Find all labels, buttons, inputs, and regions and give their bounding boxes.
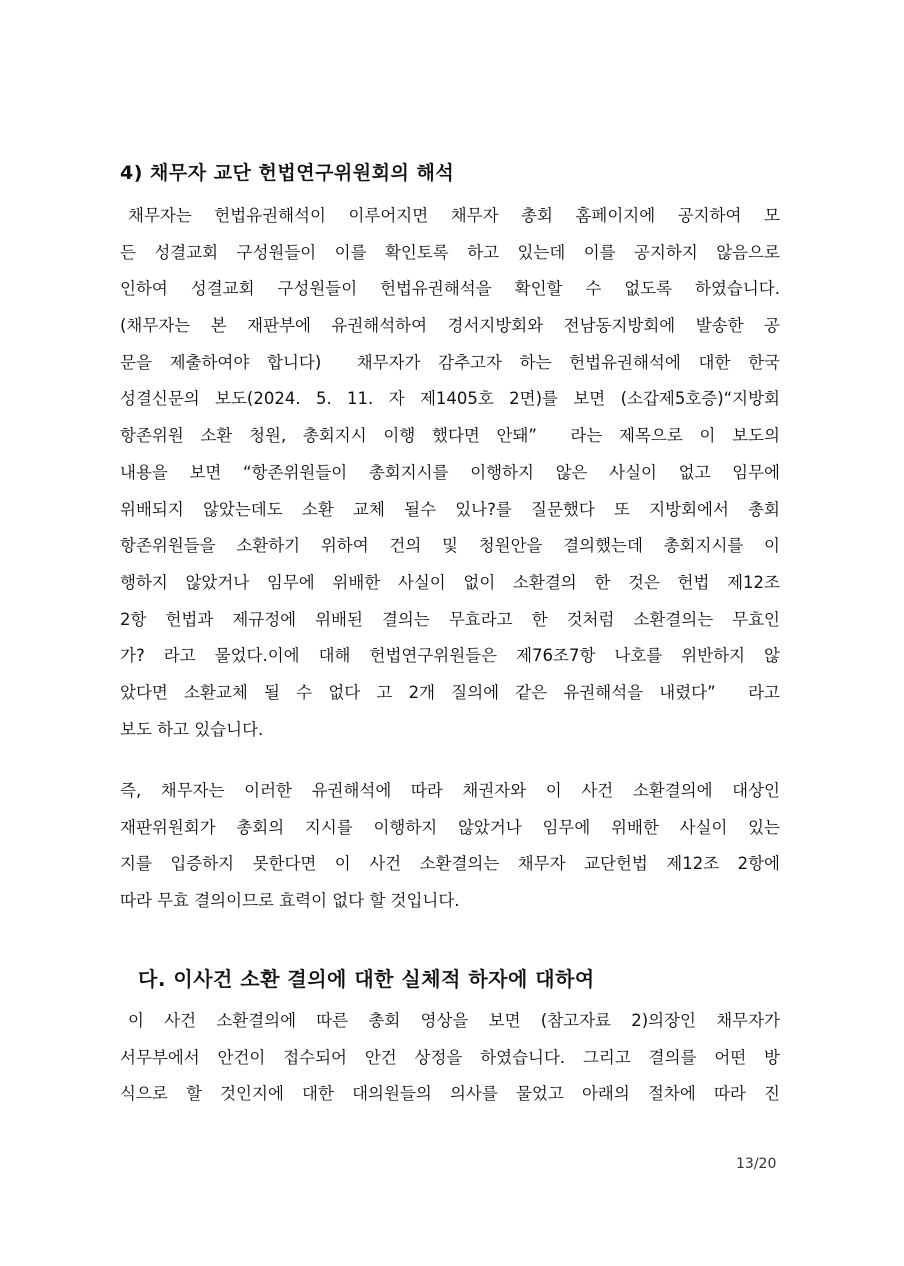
body-line: 서무부에서 안건이 접수되어 안건 상정을 하였습니다. 그리고 결의를 어떤 방 <box>120 1047 780 1067</box>
conclusion-line: 재판위원회가 총회의 지시를 이행하지 않았거나 임무에 위배한 사실이 있는 <box>120 817 780 837</box>
section-da-heading: 다. 이사건 소환 결의에 대한 실체적 하자에 대하여 <box>138 967 595 991</box>
body-line: 항존위원들을 소환하기 위하여 건의 및 청원안을 결의했는데 총회지시를 이 <box>120 536 780 556</box>
conclusion-line: 즉, 채무자는 이러한 유권해석에 따라 채권자와 이 사건 소환결의에 대상인 <box>120 781 780 800</box>
body-line: 항존위원 소환 청원, 총회지시 이행 했다면 안돼” 라는 제목으로 이 보도의 <box>120 426 780 446</box>
body-line: 문을 제출하여야 합니다) 채무자가 감추고자 하는 헌법유권해석에 대한 한국 <box>120 352 781 372</box>
body-line: 이 사건 소환결의에 따른 총회 영상을 보면 (참고자료 2)의장인 채무자가 <box>128 1011 780 1030</box>
body-line: 내용을 보면 “항존위원들이 총회지시를 이행하지 않은 사실이 없고 임무에 <box>120 462 780 482</box>
body-line: (채무자는 본 재판부에 유권해석하여 경서지방회와 전남동지방회에 발송한 공 <box>120 316 780 336</box>
body-line: 든 성결교회 구성원들이 이를 확인토록 하고 있는데 이를 공지하지 않음으로 <box>120 242 780 262</box>
body-line: 2항 헌법과 제규정에 위배된 결의는 무효라고 한 것처럼 소환결의는 무효인 <box>120 609 780 629</box>
body-line: 보도 하고 있습니다. <box>120 719 264 739</box>
body-line: 인하여 성결교회 구성원들이 헌법유권해석을 확인할 수 없도록 하였습니다. <box>120 279 780 299</box>
body-line: 가? 라고 물었다.이에 대해 헌법연구위원들은 제76조7항 나호를 위반하지 않 <box>120 646 780 666</box>
section-4-heading: 4) 채무자 교단 헌법연구위원회의 해석 <box>120 162 455 184</box>
body-line: 채무자는 헌법유권해석이 이루어지면 채무자 총회 홈페이지에 공지하여 모 <box>128 206 780 225</box>
body-line: 성결신문의 보도(2024. 5. 11. 자 제1405호 2면)를 보면 (소갑제5호증)“지방회 <box>120 389 780 409</box>
body-line: 식으로 할 것인지에 대한 대의원들의 의사를 물었고 아래의 절차에 따라 진 <box>120 1084 780 1104</box>
section-4-conclusion <box>120 773 780 920</box>
body-line: 위배되지 않았는데도 소환 교체 될수 있나?를 질문했다 또 지방회에서 총회 <box>120 499 780 519</box>
body-line: 행하지 않았거나 임무에 위배한 사실이 없이 소환결의 한 것은 헌법 제12조 <box>120 572 780 592</box>
conclusion-line: 지를 입증하지 못한다면 이 사건 소환결의는 채무자 교단헌법 제12조 2항에 <box>120 854 780 874</box>
section-da-body <box>120 1003 780 1113</box>
conclusion-line: 따라 무효 결의이므로 효력이 없다 할 것입니다. <box>120 891 460 911</box>
page-number: 13/20 <box>736 1156 777 1172</box>
body-line: 았다면 소환교체 될 수 없다 고 2개 질의에 같은 유권해석을 내렸다” 라고 <box>120 682 780 702</box>
section-4-body <box>120 198 780 748</box>
